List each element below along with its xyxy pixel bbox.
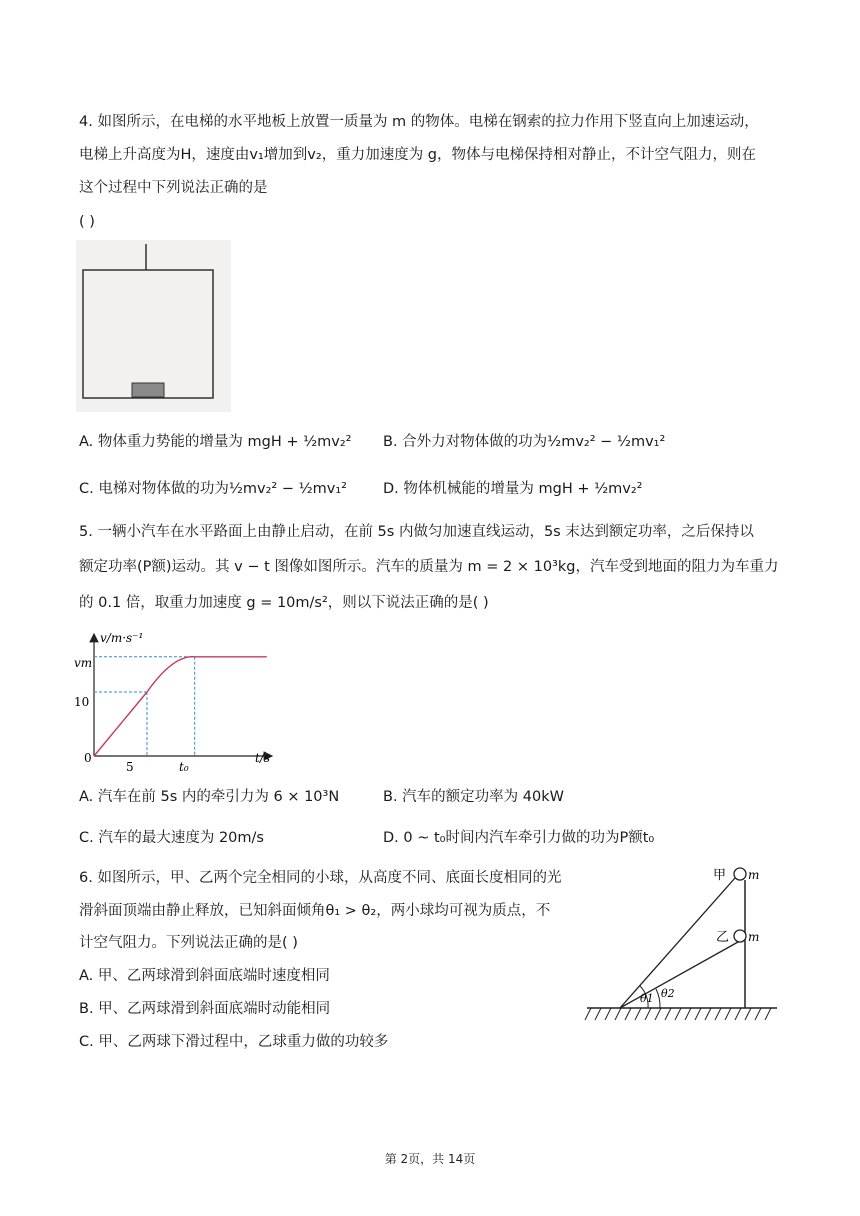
q6-stem-line3: 计空气阻力。下列说法正确的是( ) xyxy=(79,935,298,951)
ball-jia-label: 甲 xyxy=(713,868,727,883)
q4-stem-line2: 电梯上升高度为H，速度由v₁增加到v₂，重力加速度为 g，物体与电梯保持相对静止，不计空气阻力，则在 xyxy=(79,147,757,163)
q4-option-c: C. 电梯对物体做的功为½mv₂² − ½mv₁² xyxy=(79,481,347,497)
ball-yi-label: 乙 xyxy=(716,930,730,945)
y-axis-label: v/m·s⁻¹ xyxy=(100,631,144,645)
q5-option-d: D. 0 ~ t₀时间内汽车牵引力做的功为P额t₀ xyxy=(383,830,655,846)
y-tick-vm: vm xyxy=(74,656,93,670)
x-axis-label: t/s xyxy=(255,751,271,765)
q5-stem-line2: 额定功率(P额)运动。其 v − t 图像如图所示。汽车的质量为 m = 2 × 10³kg，汽车受到地面的阻力为车重力 xyxy=(79,559,779,575)
q6-stem-line2: 滑斜面顶端由静止释放，已知斜面倾角θ₁ > θ₂，两小球均可视为质点，不 xyxy=(79,903,551,919)
theta2-arc xyxy=(656,989,660,1008)
ball-jia-mass: m xyxy=(748,868,760,882)
y-tick-0: 0 xyxy=(84,751,92,765)
vt-linear-segment xyxy=(94,692,147,756)
q4-option-a: A. 物体重力势能的增量为 mgH + ½mv₂² xyxy=(79,434,352,450)
elevator-figure xyxy=(76,240,231,412)
vt-curve-segment xyxy=(147,657,195,692)
ball-jia xyxy=(734,868,746,880)
page-footer: 第 2页，共 14页 xyxy=(384,1152,476,1166)
q4-stem-line3: 这个过程中下列说法正确的是 xyxy=(79,180,268,196)
object-block xyxy=(132,383,164,397)
y-tick-10: 10 xyxy=(74,695,90,709)
theta1-label: θ1 xyxy=(640,992,654,1005)
incline-figure xyxy=(585,860,780,1028)
q4-stem-line1: 4. 如图所示，在电梯的水平地板上放置一质量为 m 的物体。电梯在钢索的拉力作用下竖直向上加速运动， xyxy=(79,114,759,130)
q6-option-b: B. 甲、乙两球滑到斜面底端时动能相同 xyxy=(79,1001,331,1017)
q4-option-b: B. 合外力对物体做的功为½mv₂² − ½mv₁² xyxy=(383,434,666,450)
ball-yi-mass: m xyxy=(748,930,760,944)
ground-hatching xyxy=(585,1008,771,1020)
velocity-time-chart xyxy=(74,626,290,776)
incline-shallow xyxy=(620,942,738,1008)
q5-stem-line3: 的 0.1 倍，取重力加速度 g = 10m/s²，则以下说法正确的是( ) xyxy=(79,595,489,611)
ball-yi xyxy=(734,930,746,942)
q6-option-a: A. 甲、乙两球滑到斜面底端时速度相同 xyxy=(79,968,330,984)
theta2-label: θ2 xyxy=(661,987,675,1000)
q6-option-c: C. 甲、乙两球下滑过程中，乙球重力做的功较多 xyxy=(79,1034,389,1050)
q5-stem-line1: 5. 一辆小汽车在水平路面上由静止启动，在前 5s 内做匀加速直线运动，5s 末达到额定功率，之后保持以 xyxy=(79,524,754,540)
x-tick-t0: t₀ xyxy=(179,760,189,774)
q5-option-c: C. 汽车的最大速度为 20m/s xyxy=(79,830,264,846)
q4-option-d: D. 物体机械能的增量为 mgH + ½mv₂² xyxy=(383,481,643,497)
q5-option-a: A. 汽车在前 5s 内的牵引力为 6 × 10³N xyxy=(79,789,340,805)
x-tick-5: 5 xyxy=(126,760,134,774)
q4-answer-paren: ( ) xyxy=(79,214,95,230)
q5-option-b: B. 汽车的额定功率为 40kW xyxy=(383,789,564,805)
q6-stem-line1: 6. 如图所示，甲、乙两个完全相同的小球，从高度不同、底面长度相同的光 xyxy=(79,870,562,886)
